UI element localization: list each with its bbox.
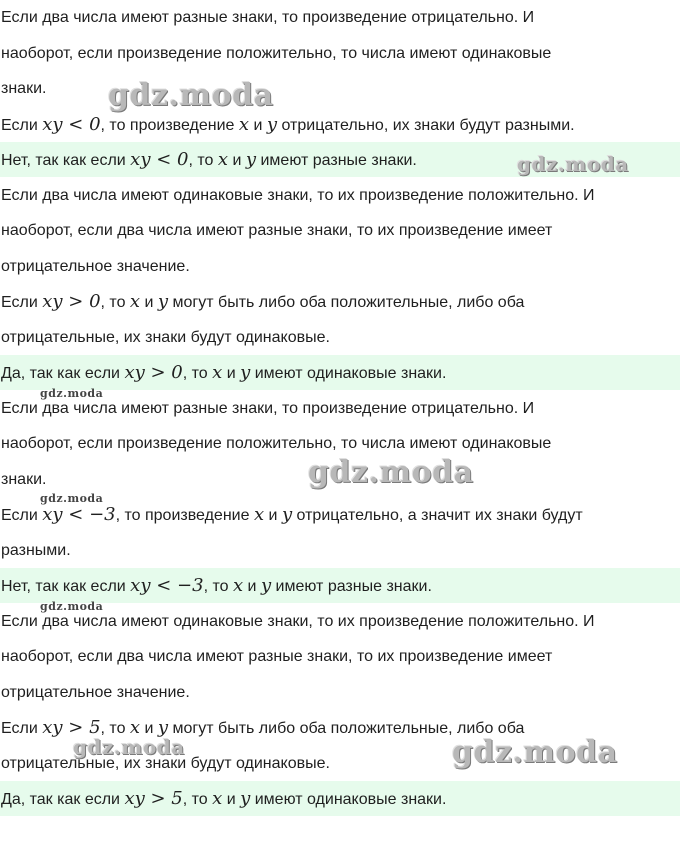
math-expression: xy < −3 [130,575,204,596]
math-expression: y [281,504,293,525]
text-segment: отрицательные, их знаки будут одинаковые. [1,328,330,346]
math-expression: xy > 5 [42,717,101,738]
answer-line [0,781,680,816]
text-segment: Нет, так как если [1,578,131,595]
watermark-logo: gdz.moda [452,735,618,770]
math-expression: x [217,149,229,170]
text-segment: Нет, так как если [1,152,131,169]
text-segment: имеют разные знаки. [256,152,417,169]
text-segment: , то произведение [100,116,239,134]
text-segment: Если два числа имеют одинаковые знаки, то их произведение положительно. И [1,612,595,630]
text-segment: знаки. [1,470,47,488]
text-segment: отрицательное значение. [1,683,190,701]
watermark-logo: gdz.moda [40,492,104,505]
math-expression: x [212,362,223,383]
math-expression: x [253,504,265,525]
text-segment: , то [182,791,213,808]
text-segment: и [140,720,158,737]
text-line [0,0,680,35]
math-expression: xy < 0 [130,149,189,170]
text-line [0,533,680,568]
watermark-logo: gdz.moda [517,152,629,176]
text-segment: и [243,578,261,595]
math-expression: y [240,788,251,809]
text-segment: разными. [1,541,71,559]
watermark-logo: gdz.moda [40,600,104,613]
math-expression: y [260,575,272,596]
text-segment: имеют разные знаки. [271,578,432,595]
math-expression: x [212,788,223,809]
text-segment: , то [100,294,130,311]
math-expression: xy > 0 [124,362,183,383]
math-expression: x [129,717,141,738]
text-line [0,249,680,284]
answer-line [0,355,680,390]
text-segment: отрицательное значение. [1,257,190,275]
watermark-logo: gdz.moda [73,735,185,759]
text-segment: и [228,152,246,169]
text-segment: и [222,365,241,382]
text-segment: имеют одинаковые знаки. [250,791,447,808]
text-line [0,178,680,213]
math-expression: x [232,575,244,596]
text-segment: и [140,294,158,311]
text-segment: , то [203,578,233,595]
math-expression: xy > 0 [42,291,101,312]
text-segment: , то [188,152,218,169]
text-segment: Да, так как если [1,791,125,808]
text-line [0,284,680,319]
math-expression: y [157,717,169,738]
text-segment: наоборот, если два числа имеют разные знаки, то их произведение имеет [1,648,553,665]
watermark-logo: gdz.moda [40,387,104,400]
text-segment: и [264,507,282,524]
math-expression: xy > 5 [124,788,183,809]
watermark-logo: gdz.moda [308,455,474,490]
math-expression: x [238,113,250,135]
answer-line [0,568,680,603]
text-line [0,71,680,106]
math-expression: y [157,291,169,312]
text-segment: Если [1,720,43,737]
text-segment: наоборот, если два числа имеют разные знаки, то их произведение имеет [1,222,553,239]
math-expression: y [266,113,278,135]
text-segment: Если [1,294,43,311]
text-segment: , то [182,365,213,382]
text-line [0,639,680,674]
math-expression: xy < 0 [42,113,101,135]
text-segment: могут быть либо оба положительные, либо оба [168,294,525,311]
text-segment: отрицательно, а значит их знаки будут [292,507,583,524]
text-line [0,675,680,710]
math-expression: y [240,362,251,383]
math-expression: xy < −3 [42,504,116,525]
text-segment: Да, так как если [1,365,125,382]
text-segment: Если два числа имеют разные знаки, то произведение отрицательно. И [1,399,535,417]
text-segment: могут быть либо оба положительные, либо оба [168,720,525,737]
text-segment: и [222,791,241,808]
text-segment: Если два числа имеют разные знаки, то произведение отрицательно. И [1,9,535,26]
text-segment: , то произведение [115,507,254,524]
text-segment: , то [100,720,130,737]
math-expression: y [245,149,257,170]
text-segment: знаки. [1,80,47,97]
text-line [0,213,680,248]
text-segment: имеют одинаковые знаки. [250,365,447,382]
text-segment: отрицательно, их знаки будут разными. [277,116,575,134]
watermark-logo: gdz.moda [108,78,274,113]
text-segment: наоборот, если произведение положительно, то числа имеют одинаковые [1,435,552,452]
text-line [0,107,680,142]
text-segment: Если [1,116,43,134]
text-segment: наоборот, если произведение положительно, то числа имеют одинаковые [1,44,552,62]
text-segment: Если [1,507,43,524]
text-segment: Если два числа имеют одинаковые знаки, то их произведение положительно. И [1,186,595,204]
text-segment: отрицательные, их знаки будут одинаковые. [1,754,330,772]
math-expression: x [129,291,141,312]
text-segment: и [249,116,267,134]
text-line [0,36,680,71]
text-line [0,320,680,355]
